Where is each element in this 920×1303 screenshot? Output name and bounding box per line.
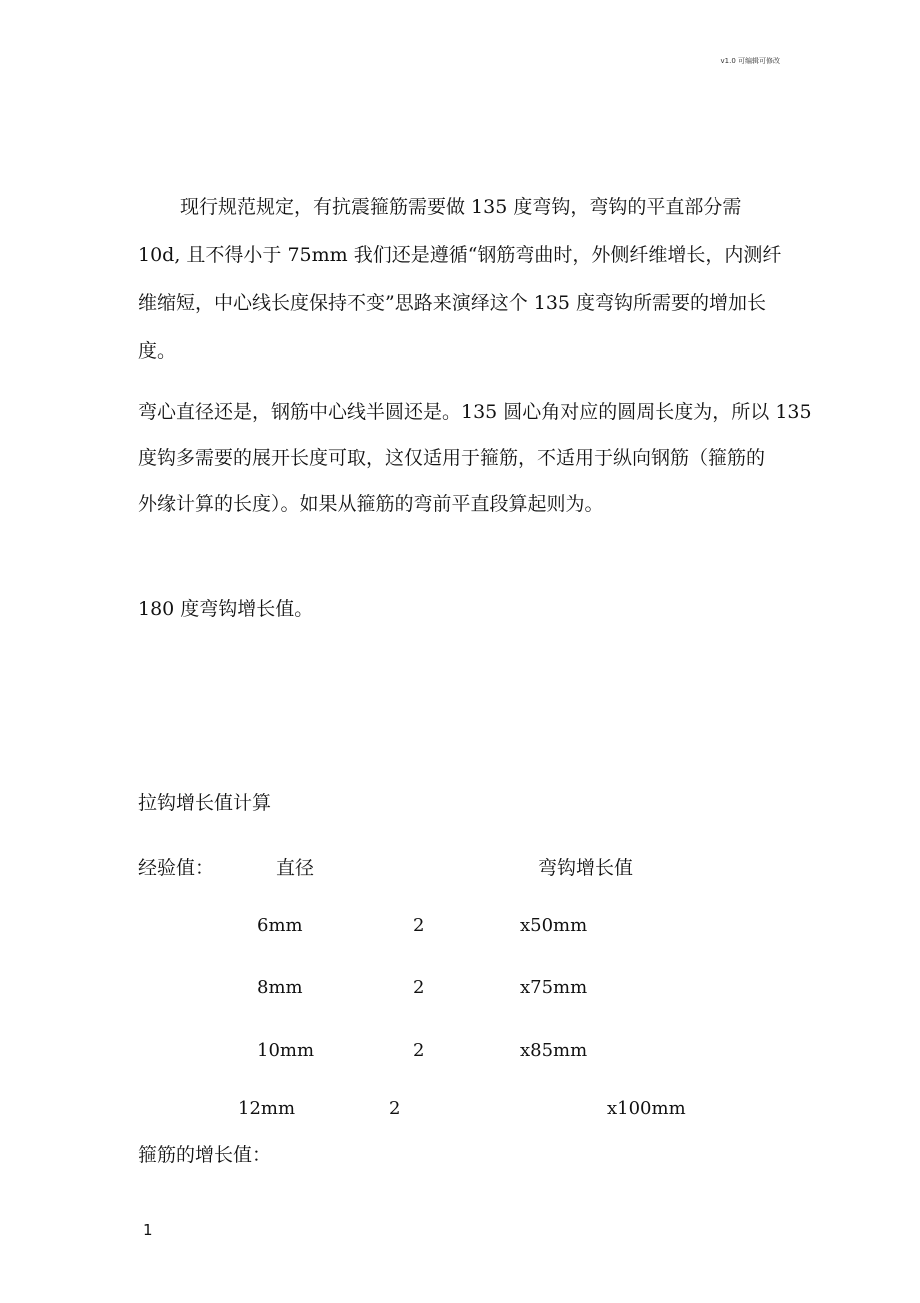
paragraph1-line2: 10d, 且不得小于 75mm 我们还是遵循“钢筋弯曲时，外侧纤维增长，内测纤 xyxy=(138,244,782,266)
section-title: 拉钩增长值计算 xyxy=(138,792,272,814)
paragraph1-line4: 度。 xyxy=(138,340,177,362)
paragraph2-line2: 度钩多需要的展开长度可取，这仅适用于箍筋，不适用于纵向钢筋（箍筋的 xyxy=(138,447,766,469)
table-label: 经验值： xyxy=(138,857,215,879)
paragraph2-line3: 外缘计算的长度）。如果从箍筋的弯前平直段算起则为。 xyxy=(138,493,604,515)
header-increase: 弯钩增长值 xyxy=(538,857,634,879)
table-row-factor: 2 xyxy=(413,1040,425,1061)
page-number: 1 xyxy=(143,1221,153,1239)
version-note: v1.0 可编辑可修改 xyxy=(720,57,780,65)
table-row-diameter: 12mm xyxy=(238,1098,296,1119)
paragraph2-line1: 弯心直径还是，钢筋中心线半圆还是。135 圆心角对应的圆周长度为，所以 135 xyxy=(138,401,812,423)
table-row-value: x75mm xyxy=(520,977,588,998)
hook-180-text: 180 度弯钩增长值。 xyxy=(138,598,314,620)
table-row-value: x85mm xyxy=(520,1040,588,1061)
table-row-diameter: 10mm xyxy=(257,1040,315,1061)
table-row-diameter: 6mm xyxy=(257,915,303,936)
table-row-factor: 2 xyxy=(413,915,425,936)
paragraph1-line3: 维缩短，中心线长度保持不变”思路来演绎这个 135 度弯钩所需要的增加长 xyxy=(138,292,767,314)
stirrup-title: 箍筋的增长值： xyxy=(138,1144,272,1166)
table-row-factor: 2 xyxy=(413,977,425,998)
table-row-value: x50mm xyxy=(520,915,588,936)
paragraph1-line1: 现行规范规定，有抗震箍筋需要做 135 度弯钩，弯钩的平直部分需 xyxy=(180,196,742,218)
table-row-factor: 2 xyxy=(389,1098,401,1119)
header-diameter: 直径 xyxy=(276,857,315,879)
table-row-value: x100mm xyxy=(607,1098,686,1119)
table-row-diameter: 8mm xyxy=(257,977,303,998)
